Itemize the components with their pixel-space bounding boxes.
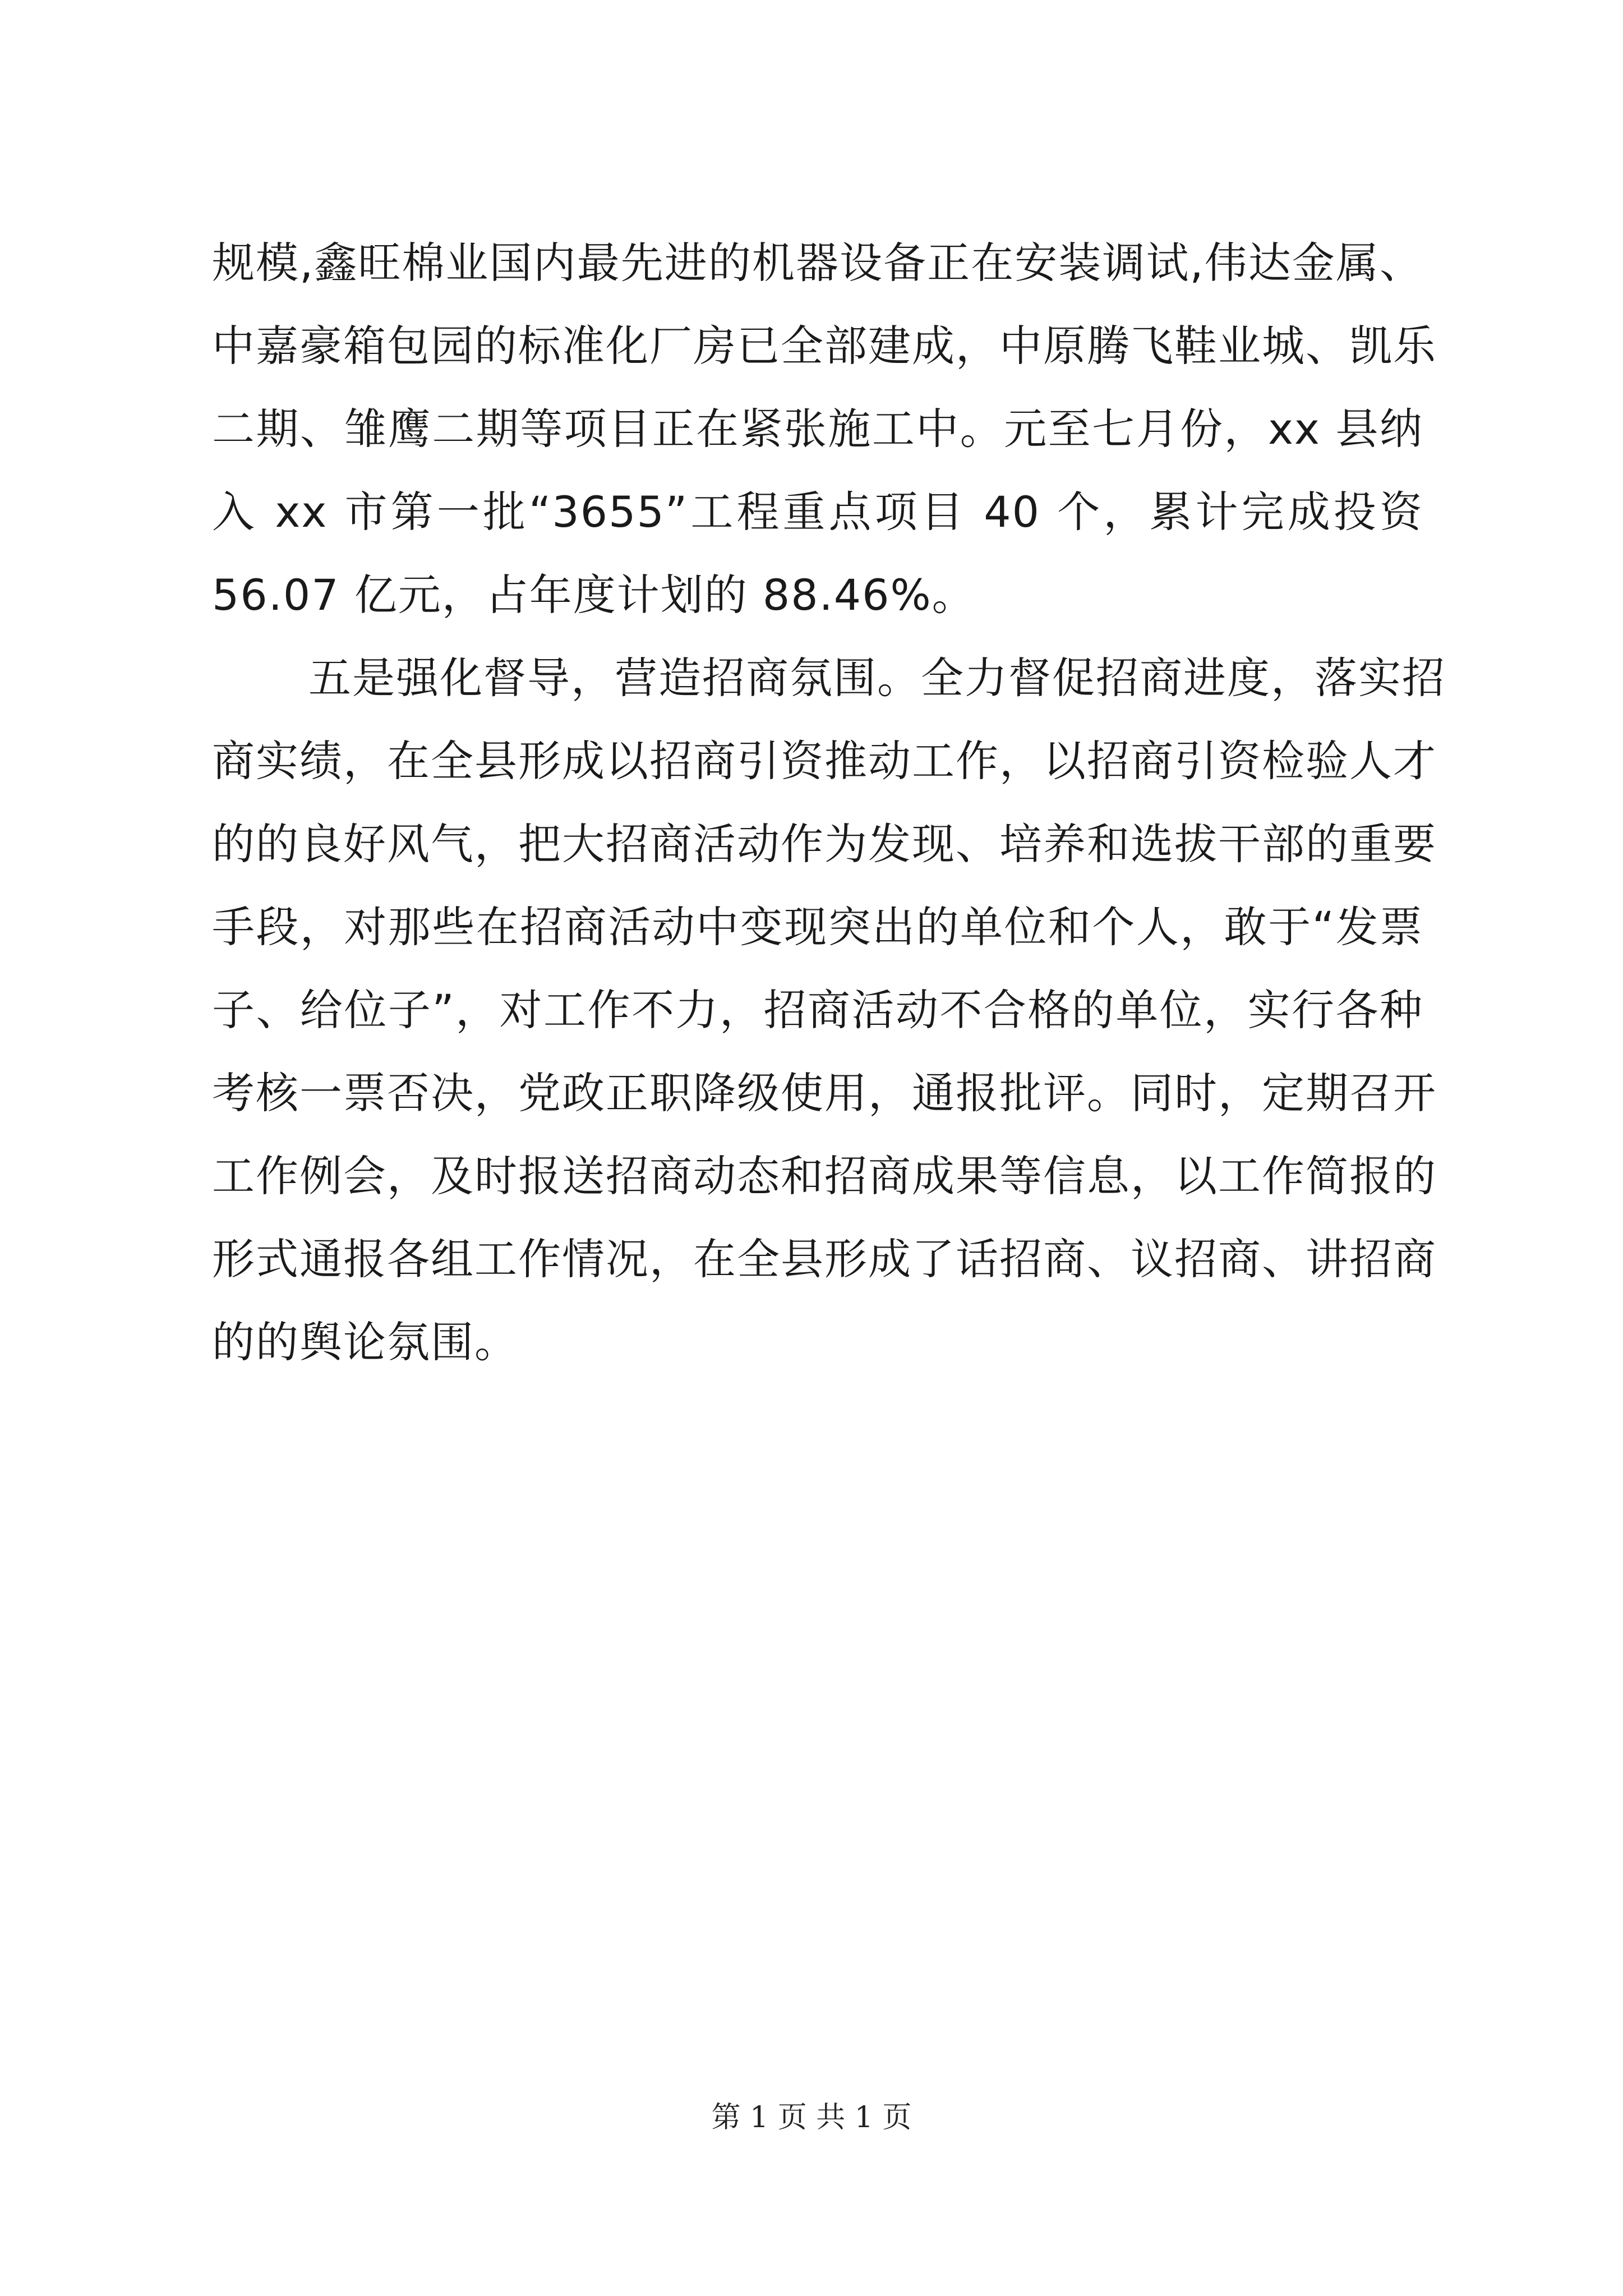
document-body xyxy=(212,222,1446,1384)
paragraph-1-line-3: 二期、雏鹰二期等项目正在紧张施工中。元至七月份，xx 县纳 xyxy=(212,404,1423,454)
paragraph-2-line-9: 的的舆论氛围。 xyxy=(212,1317,518,1367)
paragraph-2-line-5: 子、给位子”，对工作不力，招商活动不合格的单位，实行各种 xyxy=(212,985,1423,1035)
paragraph-1-line-4: 入 xx 市第一批“3655”工程重点项目 40 个，累计完成投资 xyxy=(212,487,1423,537)
paragraph-2-line-4: 手段，对那些在招商活动中变现突出的单位和个人，敢于“发票 xyxy=(212,902,1423,952)
paragraph-2-line-3: 的的良好风气，把大招商活动作为发现、培养和选拔干部的重要 xyxy=(212,819,1437,869)
paragraph-2-line-6: 考核一票否决，党政正职降级使用，通报批评。同时，定期召开 xyxy=(212,1068,1437,1118)
paragraph-2-line-1: 五是强化督导，营造招商氛围。全力督促招商进度，落实招 xyxy=(308,653,1446,703)
paragraph-1-line-2: 中嘉豪箱包园的标准化厂房已全部建成，中原腾飞鞋业城、凯乐 xyxy=(212,321,1437,371)
paragraph-2-line-7: 工作例会，及时报送招商动态和招商成果等信息，以工作简报的 xyxy=(212,1151,1437,1201)
page-number-footer: 第 1 页 共 1 页 xyxy=(711,2101,912,2134)
paragraph-1-line-5: 56.07 亿元，占年度计划的 88.46%。 xyxy=(212,570,976,620)
paragraph-1-line-1: 规模,鑫旺棉业国内最先进的机器设备正在安装调试,伟达金属、 xyxy=(212,238,1423,288)
paragraph-2-line-2: 商实绩，在全县形成以招商引资推动工作，以招商引资检验人才 xyxy=(212,736,1437,786)
paragraph-2-line-8: 形式通报各组工作情况，在全县形成了话招商、议招商、讲招商 xyxy=(212,1234,1437,1284)
